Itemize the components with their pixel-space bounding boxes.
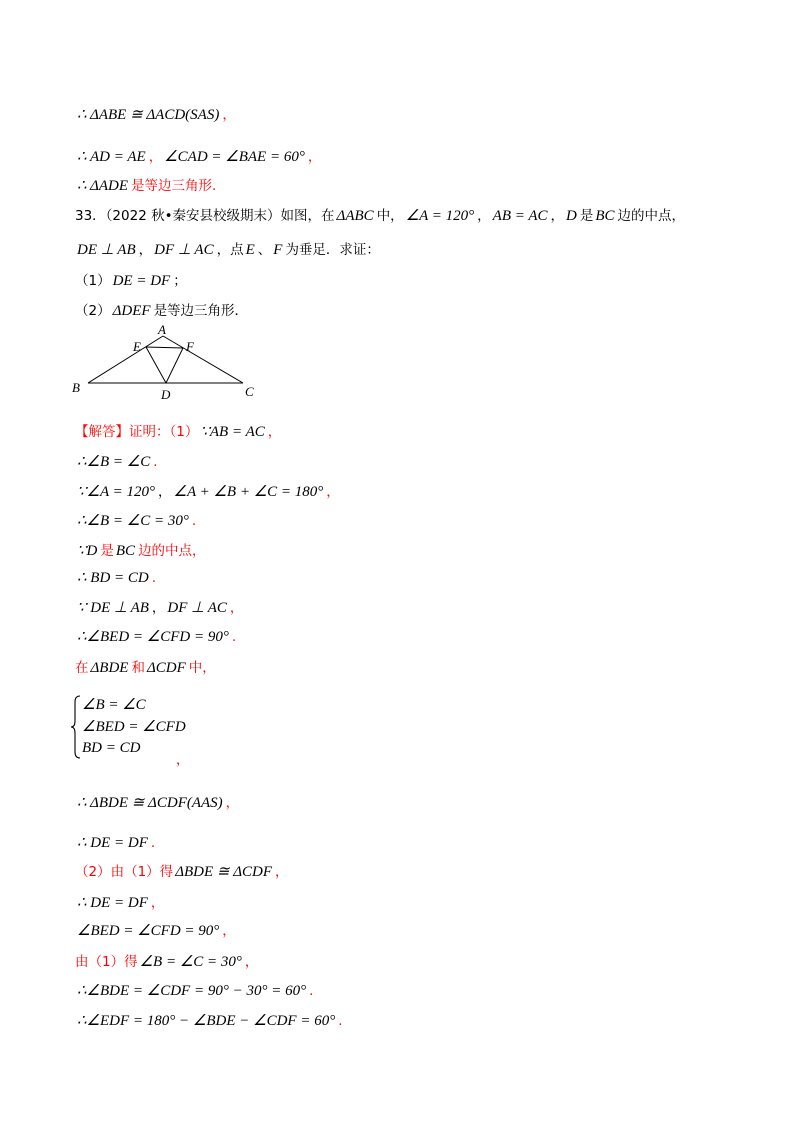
math-expression: BC xyxy=(115,543,136,559)
punctuation: ， xyxy=(550,208,564,224)
math-expression: ∴ ΔADE xyxy=(77,178,128,194)
text: 是 xyxy=(579,208,594,224)
problem-line xyxy=(75,240,380,260)
text: 中， xyxy=(376,208,404,224)
math-expression: ∴ DE = DF xyxy=(77,895,148,911)
triangle-figure xyxy=(60,322,270,408)
punctuation: ， xyxy=(275,864,289,880)
punctuation: ， xyxy=(222,107,236,123)
proof-line xyxy=(75,921,236,941)
system-row xyxy=(82,738,140,758)
label-b: B xyxy=(72,380,80,395)
punctuation: ， xyxy=(148,149,163,165)
text: （2）由（1）得 xyxy=(75,864,174,880)
punctuation: ， xyxy=(477,208,491,224)
answer-heading: 【解答】证明：（1） xyxy=(75,424,199,440)
punctuation: ， xyxy=(326,484,340,500)
math-expression: ∠CAD = ∠BAE = 60° xyxy=(164,149,305,165)
proof-line xyxy=(75,893,164,913)
punctuation: ； xyxy=(173,273,187,289)
proof-line xyxy=(75,793,239,813)
text: 在 xyxy=(75,660,89,676)
math-expression: BD = CD xyxy=(82,740,141,756)
math-expression: ∴ ΔBDE ≅ ΔCDF(AAS) xyxy=(77,795,223,811)
punctuation: . xyxy=(153,454,158,470)
problem-line xyxy=(75,206,685,226)
sub-question-number: （2） xyxy=(75,303,111,319)
proof-line xyxy=(75,105,236,125)
math-expression: ΔABC xyxy=(336,208,374,224)
punctuation: ， xyxy=(229,600,244,616)
proof-line xyxy=(75,598,243,618)
math-expression: F xyxy=(273,242,283,258)
math-expression: BC xyxy=(595,208,615,224)
label-e: E xyxy=(133,339,141,354)
math-expression: ∠BED = ∠CFD = 90° xyxy=(77,923,220,939)
punctuation: . xyxy=(150,835,156,851)
text: 由（1）得 xyxy=(75,954,138,970)
math-expression: D xyxy=(566,208,577,224)
proof-line xyxy=(75,862,289,882)
system-punctuation xyxy=(176,750,190,770)
segment-ba xyxy=(88,336,163,383)
math-expression: E xyxy=(245,242,255,258)
punctuation: . xyxy=(231,629,237,645)
punctuation: ， xyxy=(222,923,236,939)
math-expression: DF ⊥ AC xyxy=(154,242,214,258)
math-expression: ∵∠A = 120° xyxy=(77,484,156,500)
text: 是等边三角形. xyxy=(130,178,217,194)
proof-line xyxy=(75,981,313,1001)
punctuation: ， xyxy=(158,484,172,500)
punctuation: ， xyxy=(267,424,282,440)
math-expression: ΔDEF xyxy=(112,303,151,319)
system-row xyxy=(82,717,186,737)
math-expression: DF ⊥ AC xyxy=(167,600,227,616)
math-expression: ∴∠BED = ∠CFD = 90° xyxy=(77,629,229,645)
proof-line xyxy=(75,422,281,442)
math-expression: ∵AB = AC xyxy=(200,424,265,440)
text: 边的中点， xyxy=(617,208,686,224)
math-expression: ∠A + ∠B + ∠C = 180° xyxy=(173,484,324,500)
proof-line xyxy=(75,568,156,588)
punctuation: ， xyxy=(176,752,190,768)
punctuation: 、 xyxy=(257,242,272,258)
math-expression: ∴∠B = ∠C xyxy=(77,454,151,470)
proof-line xyxy=(75,1011,342,1031)
punctuation: ， xyxy=(225,795,240,811)
math-expression: ∴∠BDE = ∠CDF = 90° − 30° = 60° xyxy=(77,983,307,999)
text: 边的中点， xyxy=(138,543,206,559)
punctuation: ， xyxy=(244,954,259,970)
problem-number: 33．（2022 秋•秦安县校级期末）如图，在 xyxy=(75,208,335,224)
text: 和 xyxy=(131,660,145,676)
proof-line xyxy=(75,511,196,531)
segment-fd xyxy=(166,348,183,383)
segment-ef xyxy=(146,347,183,348)
proof-line xyxy=(75,952,258,972)
math-expression: ΔBDE ≅ ΔCDF xyxy=(175,864,273,880)
problem-line xyxy=(75,301,248,321)
math-expression: ∠B = ∠C = 30° xyxy=(139,954,242,970)
punctuation: . xyxy=(338,1013,343,1029)
text: 是 xyxy=(100,543,114,559)
text: 是等边三角形． xyxy=(153,303,249,319)
left-brace xyxy=(70,694,82,760)
punctuation: . xyxy=(309,983,314,999)
proof-line xyxy=(75,147,321,167)
proof-line xyxy=(75,482,340,502)
problem-line xyxy=(75,271,187,291)
punctuation: ， xyxy=(138,242,153,258)
math-expression: AB = AC xyxy=(492,208,548,224)
proof-line xyxy=(75,452,158,472)
text: 中， xyxy=(188,660,216,676)
text: ，点 xyxy=(216,242,244,258)
math-expression: ∠A = 120° xyxy=(405,208,475,224)
proof-line xyxy=(75,627,236,647)
math-expression: ∴∠B = ∠C = 30° xyxy=(77,513,189,529)
system-row xyxy=(82,695,146,715)
math-expression: ∴ BD = CD xyxy=(77,570,149,586)
math-expression: DE = DF xyxy=(112,273,171,289)
label-c: C xyxy=(245,384,254,399)
segment-ed xyxy=(146,347,166,383)
math-expression: ∴ ΔABE ≅ ΔACD(SAS) xyxy=(77,107,220,123)
punctuation: ， xyxy=(307,149,322,165)
punctuation: ， xyxy=(151,600,166,616)
math-expression: ∵ DE ⊥ AB xyxy=(77,600,149,616)
math-expression: ∠B = ∠C xyxy=(82,697,146,713)
punctuation: ， xyxy=(150,895,165,911)
math-expression: DE ⊥ AB xyxy=(77,242,136,258)
proof-line xyxy=(75,541,206,561)
math-expression: ∴ DE = DF xyxy=(77,835,148,851)
punctuation: . xyxy=(151,570,157,586)
proof-line xyxy=(75,658,216,678)
math-expression: ΔCDF xyxy=(146,660,186,676)
segment-ac xyxy=(163,336,243,383)
proof-line xyxy=(75,833,155,853)
proof-line xyxy=(75,176,216,196)
math-expression: ∵D xyxy=(77,543,98,559)
math-expression: ΔBDE xyxy=(90,660,129,676)
label-d: D xyxy=(161,387,171,402)
math-expression: ∠BED = ∠CFD xyxy=(82,719,186,735)
math-expression: ∴∠EDF = 180° − ∠BDE − ∠CDF = 60° xyxy=(77,1013,336,1029)
text: 为垂足．求证： xyxy=(285,242,380,258)
label-a: A xyxy=(158,322,166,337)
math-expression: ∴ AD = AE xyxy=(77,149,146,165)
punctuation: . xyxy=(191,513,197,529)
sub-question-number: （1） xyxy=(75,273,111,289)
label-f: F xyxy=(186,339,194,354)
